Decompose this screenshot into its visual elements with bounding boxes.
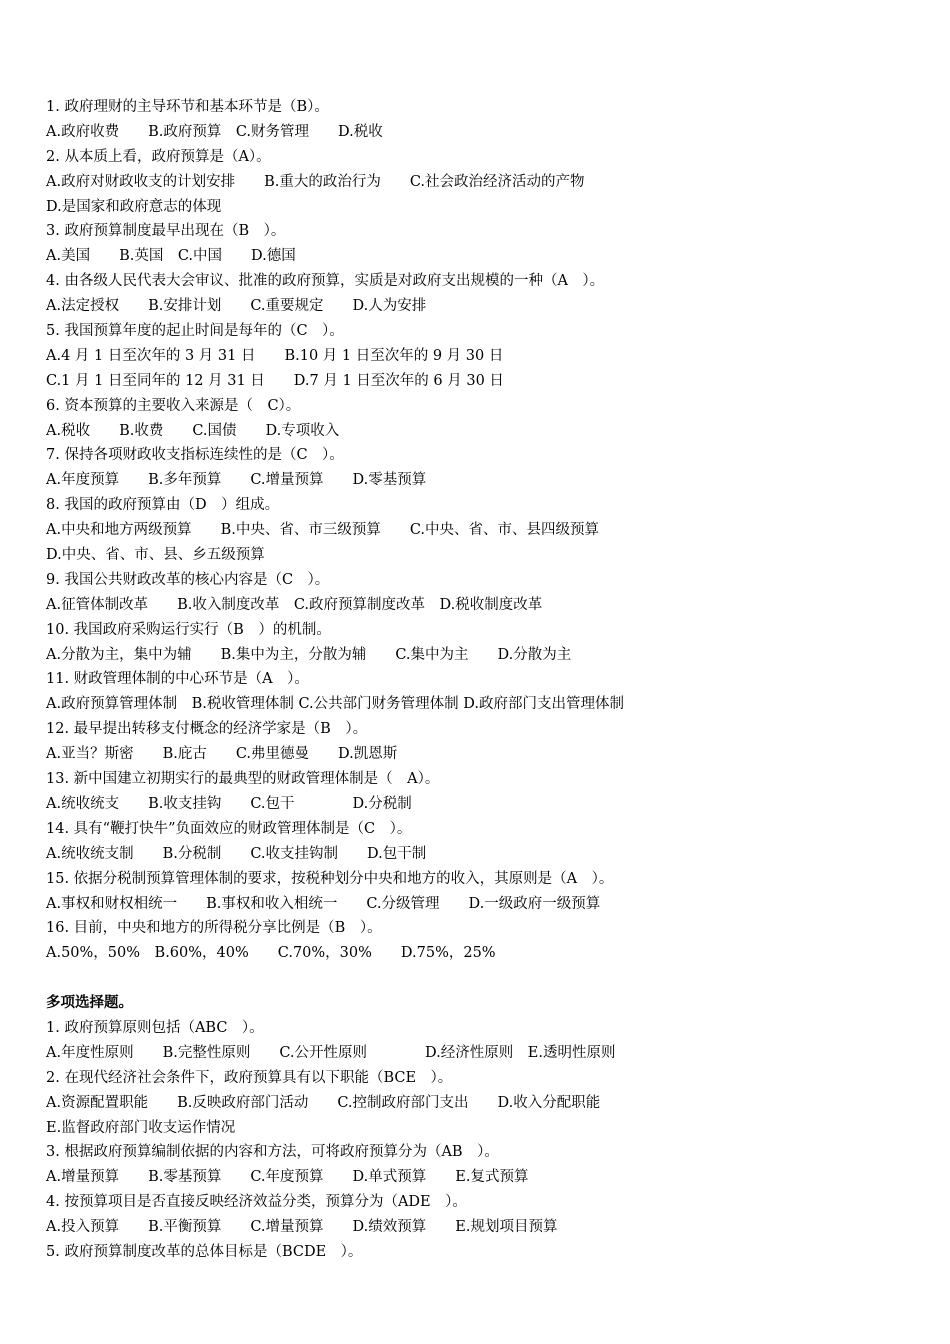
section-spacer [46,966,906,991]
question: 12. 最早提出转移支付概念的经济学家是（B ）。 [46,721,368,738]
options-line: A.政府对财政收支的计划安排 B.重大的政治行为 C.社会政治经济活动的产物 [46,173,585,190]
question: 15. 依据分税制预算管理体制的要求，按税种划分中央和地方的收入，其原则是（A ）。 [46,870,614,887]
options-line: A.亚当？斯密 B.庇古 C.弗里德曼 D.凯恩斯 [46,746,398,763]
single-choice-section [46,95,906,966]
options-line: D.中央、省、市、县、乡五级预算 [46,547,265,564]
options-line: A.政府收费 B.政府预算 C.财务管理 D.税收 [46,123,383,140]
options-line: A.事权和财权相统一 B.事权和收入相统一 C.分级管理 D.一级政府一级预算 [46,895,601,912]
multi-choice-section [46,991,906,1265]
question: 1. 政府预算原则包括（ABC ）。 [46,1019,264,1036]
options-line: A.50%，50% B.60%，40% C.70%，30% D.75%，25% [46,945,496,962]
question: 13. 新中国建立初期实行的最典型的财政管理体制是（ A）。 [46,771,440,788]
options-line: A.资源配置职能 B.反映政府部门活动 C.控制政府部门支出 D.收入分配职能 [46,1094,601,1111]
options-line: A.统收统支 B.收支挂钩 C.包干 D.分税制 [46,795,412,812]
question: 11. 财政管理体制的中心环节是（A ）。 [46,671,309,688]
options-line: A.征管体制改革 B.收入制度改革 C.政府预算制度改革 D.税收制度改革 [46,596,543,613]
options-line: A.投入预算 B.平衡预算 C.增量预算 D.绩效预算 E.规划项目预算 [46,1219,558,1236]
question: 7. 保持各项财政收支指标连续性的是（C ）。 [46,447,344,464]
question: 4. 由各级人民代表大会审议、批准的政府预算，实质是对政府支出规模的一种（A ）。 [46,273,605,290]
options-line: A.统收统支制 B.分税制 C.收支挂钩制 D.包干制 [46,845,427,862]
options-line: A.年度性原则 B.完整性原则 C.公开性原则 D.经济性原则 E.透明性原则 [46,1044,616,1061]
question: 1. 政府理财的主导环节和基本环节是（B）。 [46,99,329,115]
question: 4. 按预算项目是否直接反映经济效益分类，预算分为（ADE ）。 [46,1194,467,1211]
question: 9. 我国公共财政改革的核心内容是（C ）。 [46,571,330,588]
question: 6. 资本预算的主要收入来源是（ C）。 [46,397,301,414]
options-line: A.分散为主，集中为辅 B.集中为主，分散为辅 C.集中为主 D.分散为主 [46,646,572,663]
options-line: A.中央和地方两级预算 B.中央、省、市三级预算 C.中央、省、市、县四级预算 [46,522,600,539]
question: 3. 政府预算制度最早出现在（B ）。 [46,223,286,240]
options-line: A.增量预算 B.零基预算 C.年度预算 D.单式预算 E.复式预算 [46,1169,529,1186]
options-line: A.4 月 1 日至次年的 3 月 31 日 B.10 月 1 日至次年的 9 月 30 日 [46,347,504,364]
options-line: D.是国家和政府意志的体现 [46,198,222,215]
options-line: A.年度预算 B.多年预算 C.增量预算 D.零基预算 [46,472,427,489]
question: 8. 我国的政府预算由（D ）组成。 [46,497,280,514]
options-line: C.1 月 1 日至同年的 12 月 31 日 D.7 月 1 日至次年的 6 月 30 日 [46,372,504,389]
question: 2. 从本质上看，政府预算是（A）。 [46,148,271,165]
options-line: A.美国 B.英国 C.中国 D.德国 [46,248,296,265]
question: 5. 政府预算制度改革的总体目标是（BCDE ）。 [46,1243,363,1260]
options-line: E.监督政府部门收支运作情况 [46,1119,236,1136]
question: 10. 我国政府采购运行实行（B ）的机制。 [46,621,331,638]
options-line: A.法定授权 B.安排计划 C.重要规定 D.人为安排 [46,298,427,315]
question: 5. 我国预算年度的起止时间是每年的（C ）。 [46,323,344,340]
document-body [46,95,906,1265]
section-title: 多项选择题。 [46,994,133,1012]
question: 3. 根据政府预算编制依据的内容和方法，可将政府预算分为（AB ）。 [46,1144,499,1161]
options-line: A.税收 B.收费 C.国债 D.专项收入 [46,422,340,439]
question: 14. 具有“鞭打快牛”负面效应的财政管理体制是（C ）。 [46,820,412,837]
options-line: A.政府预算管理体制 B.税收管理体制 C.公共部门财务管理体制 D.政府部门支出管理体制 [46,696,624,713]
question: 2. 在现代经济社会条件下，政府预算具有以下职能（BCE ）。 [46,1069,453,1086]
question: 16. 目前，中央和地方的所得税分享比例是（B ）。 [46,920,382,937]
